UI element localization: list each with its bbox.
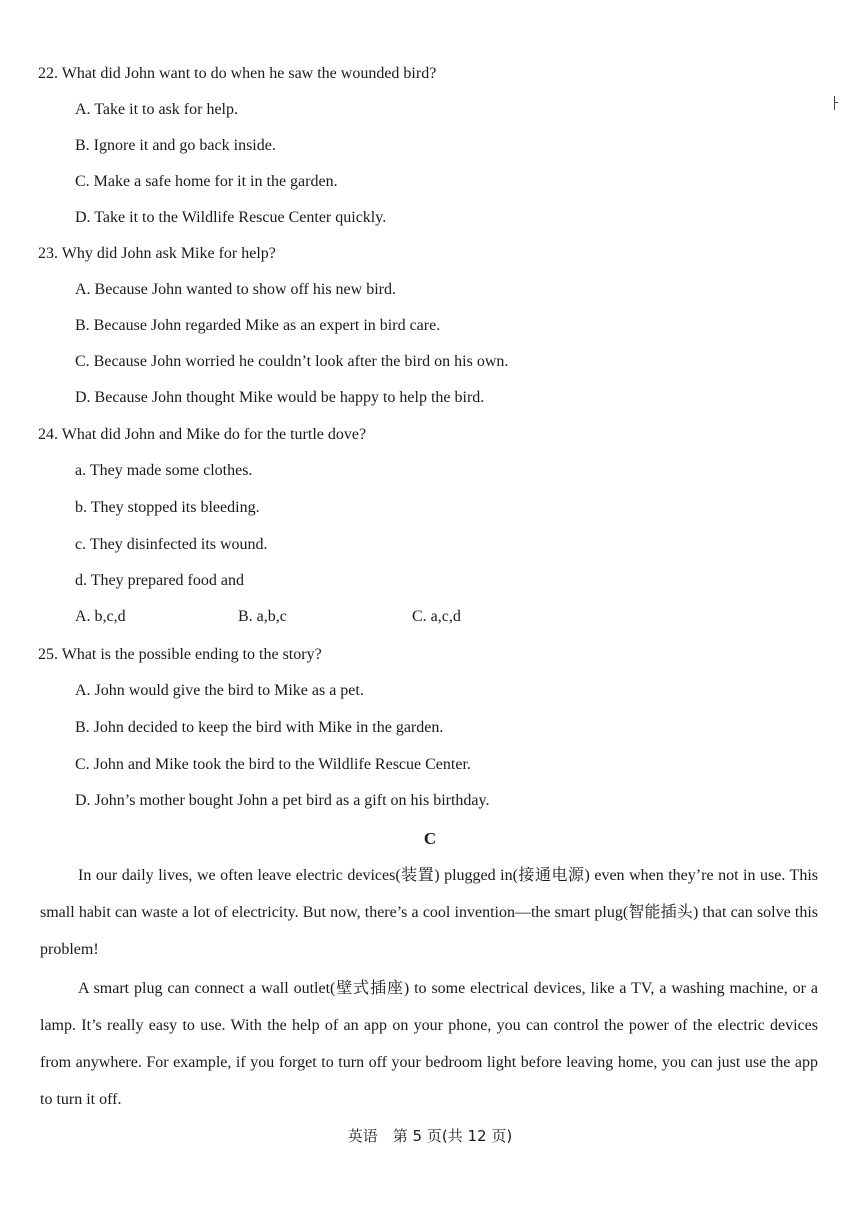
question-24-option-a: A. b,c,d: [75, 608, 126, 625]
question-24-option-b: B. a,b,c: [238, 608, 287, 625]
page-footer: 英语 第 5 页(共 12 页): [347, 1127, 513, 1145]
section-c-paragraph-1: In our daily lives, we often leave electric devices(装置) plugged in(接通电源) even when they’re not in use. This small habit can waste a lot of electricity. But now, there’s a cool invention—the smart plug(智能插头) that can solve this problem!: [40, 867, 818, 958]
question-25-option-b: B. John decided to keep the bird with Mike in the garden.: [75, 719, 444, 736]
question-22-option-c: C. Make a safe home for it in the garden.: [75, 173, 338, 190]
question-22-stem: 22. What did John want to do when he saw the wounded bird?: [38, 65, 437, 82]
question-24-stem: 24. What did John and Mike do for the turtle dove?: [38, 426, 367, 443]
question-23-option-a: A. Because John wanted to show off his new bird.: [75, 281, 396, 298]
question-24-item-a: a. They made some clothes.: [75, 462, 253, 479]
question-23-option-d: D. Because John thought Mike would be happy to help the bird.: [75, 389, 485, 406]
question-23-option-c: C. Because John worried he couldn’t look after the bird on his own.: [75, 353, 509, 370]
question-23-option-b: B. Because John regarded Mike as an expert in bird care.: [75, 317, 441, 334]
question-22-option-b: B. Ignore it and go back inside.: [75, 137, 276, 154]
question-25-stem: 25. What is the possible ending to the story?: [38, 646, 322, 663]
question-22-option-d: D. Take it to the Wildlife Rescue Center quickly.: [75, 209, 387, 226]
question-23-stem: 23. Why did John ask Mike for help?: [38, 245, 276, 262]
question-22-option-a: A. Take it to ask for help.: [75, 101, 238, 118]
section-c-title: C: [423, 829, 437, 848]
question-24-item-b: b. They stopped its bleeding.: [75, 499, 260, 516]
question-24-item-c: c. They disinfected its wound.: [75, 536, 268, 553]
question-24-item-d: d. They prepared food and: [75, 572, 244, 589]
margin-mark: [834, 96, 835, 110]
question-25-option-d: D. John’s mother bought John a pet bird as a gift on his birthday.: [75, 792, 490, 809]
question-25-option-c: C. John and Mike took the bird to the Wildlife Rescue Center.: [75, 756, 471, 773]
section-c-paragraph-2: A smart plug can connect a wall outlet(壁式插座) to some electrical devices, like a TV, a washing machine, or a lamp. It’s really easy to use. With the help of an app on your phone, you can control the power of the electric devices from anywhere. For example, if you forget to turn off your bedroom light before leaving home, you can just use the app to turn it off.: [40, 980, 818, 1108]
question-25-option-a: A. John would give the bird to Mike as a pet.: [75, 682, 364, 699]
question-24-option-c: C. a,c,d: [412, 608, 461, 625]
